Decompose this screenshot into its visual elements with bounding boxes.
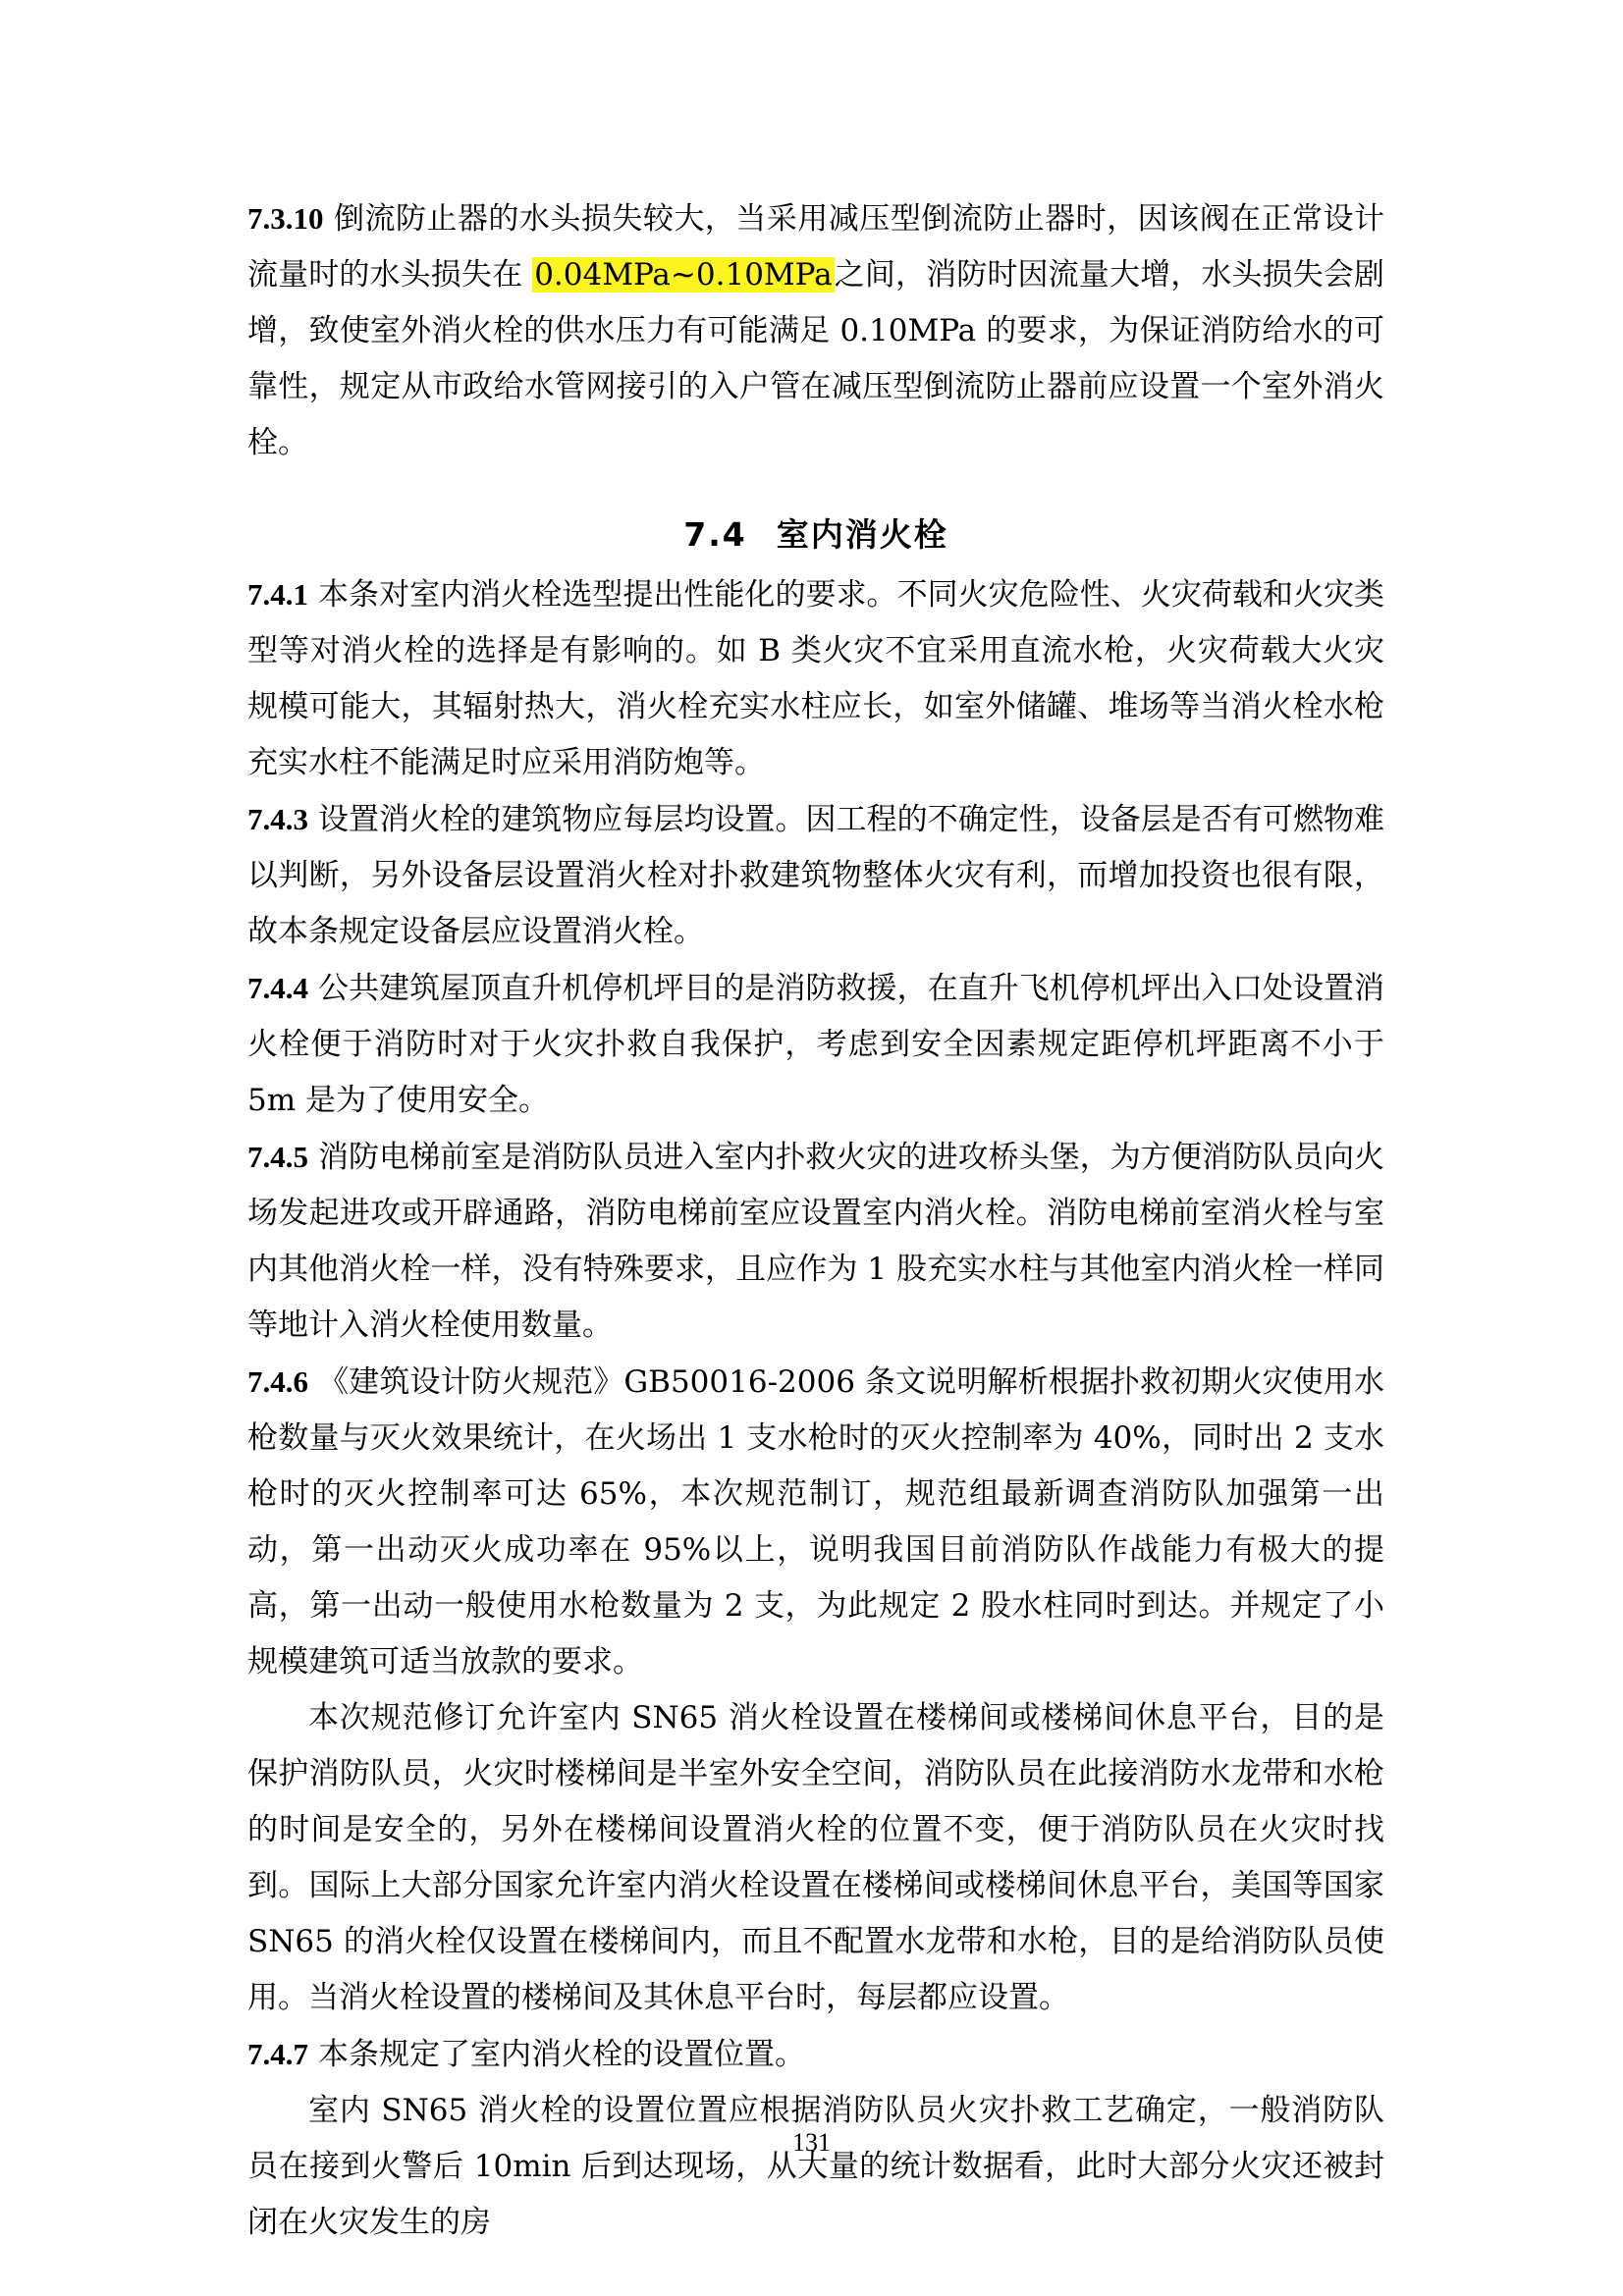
clause-7-3-10: [247, 190, 1384, 471]
highlighted-pressure-range: 0.04MPa~0.10MPa: [534, 257, 833, 293]
clause-7-4-3: [247, 791, 1384, 960]
clause-text-continued: 之间，消防时因流量大增，水头损失会剧增，致使室外消火栓的供水压力有可能满足 0.10MPa 的要求，为保证消防给水的可靠性，规定从市政给水管网接引的入户管在减压型倒流防止器前应设置一个室外消火栓。: [247, 257, 1385, 460]
clause-text: 倒流防止器的水头损失较大，当采用减压型倒流防止器时，因该阀在正常设计流量时的水头损失在: [247, 201, 1384, 293]
page-body: [247, 190, 1384, 2251]
clause-number: 7.4.4: [247, 971, 308, 1005]
clause-7-4-1: [247, 566, 1384, 791]
clause-text: 消防电梯前室是消防队员进入室内扑救火灾的进攻桥头堡，为方便消防队员向火场发起进攻或开辟通路，消防电梯前室应设置室内消火栓。消防电梯前室消火栓与室内其他消火栓一样，没有特殊要求，且应作为 1 股充实水柱与其他室内消火栓一样同等地计入消火栓使用数量。: [247, 1140, 1384, 1343]
clause-text: 《建筑设计防火规范》GB50016-2006 条文说明解析根据扑救初期火灾使用水枪数量与灭火效果统计，在火场出 1 支水枪时的灭火控制率为 40%，同时出 2 支水枪时的灭火控制率可达 65%，本次规范制订，规范组最新调查消防队加强第一出动，第一出动灭火成功率在 95%以上，说明我国目前消防队作战能力有极大的提高，第一出动一般使用水枪数量为 2 支，为此规定 2 股水柱同时到达。并规定了小规模建筑可适当放款的要求。: [247, 1364, 1384, 1680]
section-title: 室内消火栓: [776, 515, 948, 554]
clause-7-4-6: [247, 1354, 1384, 1690]
clause-7-4-7: [247, 2026, 1384, 2083]
clause-7-4-7-paragraph-2: 室内 SN65 消火栓的设置位置应根据消防队员火灾扑救工艺确定，一般消防队员在接到火警后 10min 后到达现场，从大量的统计数据看，此时大部分火灾还被封闭在火灾发生的房: [247, 2093, 1384, 2240]
clause-text: 本条规定了室内消火栓的设置位置。: [318, 2037, 805, 2072]
clause-text: 公共建筑屋顶直升机停机坪目的是消防救援，在直升飞机停机坪出入口处设置消火栓便于消防时对于火灾扑救自我保护，考虑到安全因素规定距停机坪距离不小于 5m 是为了使用安全。: [247, 971, 1384, 1118]
section-heading: [247, 507, 1384, 562]
section-number: 7.4: [683, 515, 747, 554]
clause-number: 7.4.1: [247, 577, 308, 612]
clause-text: 设置消火栓的建筑物应每层均设置。因工程的不确定性，设备层是否有可燃物难以判断，另外设备层设置消火栓对扑救建筑物整体火灾有利，而增加投资也很有限，故本条规定设备层应设置消火栓。: [247, 802, 1384, 949]
clause-number: 7.4.5: [247, 1140, 308, 1174]
clause-text: 本条对室内消火栓选型提出性能化的要求。不同火灾危险性、火灾荷载和火灾类型等对消火栓的选择是有影响的。如 B 类火灾不宜采用直流水枪，火灾荷载大火灾规模可能大，其辐射热大，消火栓充实水柱应长，如室外储罐、堆场等当消火栓水枪充实水柱不能满足时应采用消防炮等。: [247, 577, 1384, 780]
clause-7-4-6-paragraph-2: 本次规范修订允许室内 SN65 消火栓设置在楼梯间或楼梯间休息平台，目的是保护消防队员，火灾时楼梯间是半室外安全空间，消防队员在此接消防水龙带和水枪的时间是安全的，另外在楼梯间设置消火栓的位置不变，便于消防队员在火灾时找到。国际上大部分国家允许室内消火栓设置在楼梯间或楼梯间休息平台，美国等国家 SN65 的消火栓仅设置在楼梯间内，而且不配置水龙带和水枪，目的是给消防队员使用。当消火栓设置的楼梯间及其休息平台时，每层都应设置。: [247, 1700, 1384, 2015]
clause-number: 7.3.10: [247, 201, 324, 236]
clause-7-4-4: [247, 960, 1384, 1129]
clause-number: 7.4.7: [247, 2037, 308, 2071]
page-number: 131: [792, 2128, 831, 2157]
clause-number: 7.4.6: [247, 1364, 308, 1399]
clause-number: 7.4.3: [247, 802, 308, 836]
clause-7-4-5: [247, 1129, 1384, 1354]
